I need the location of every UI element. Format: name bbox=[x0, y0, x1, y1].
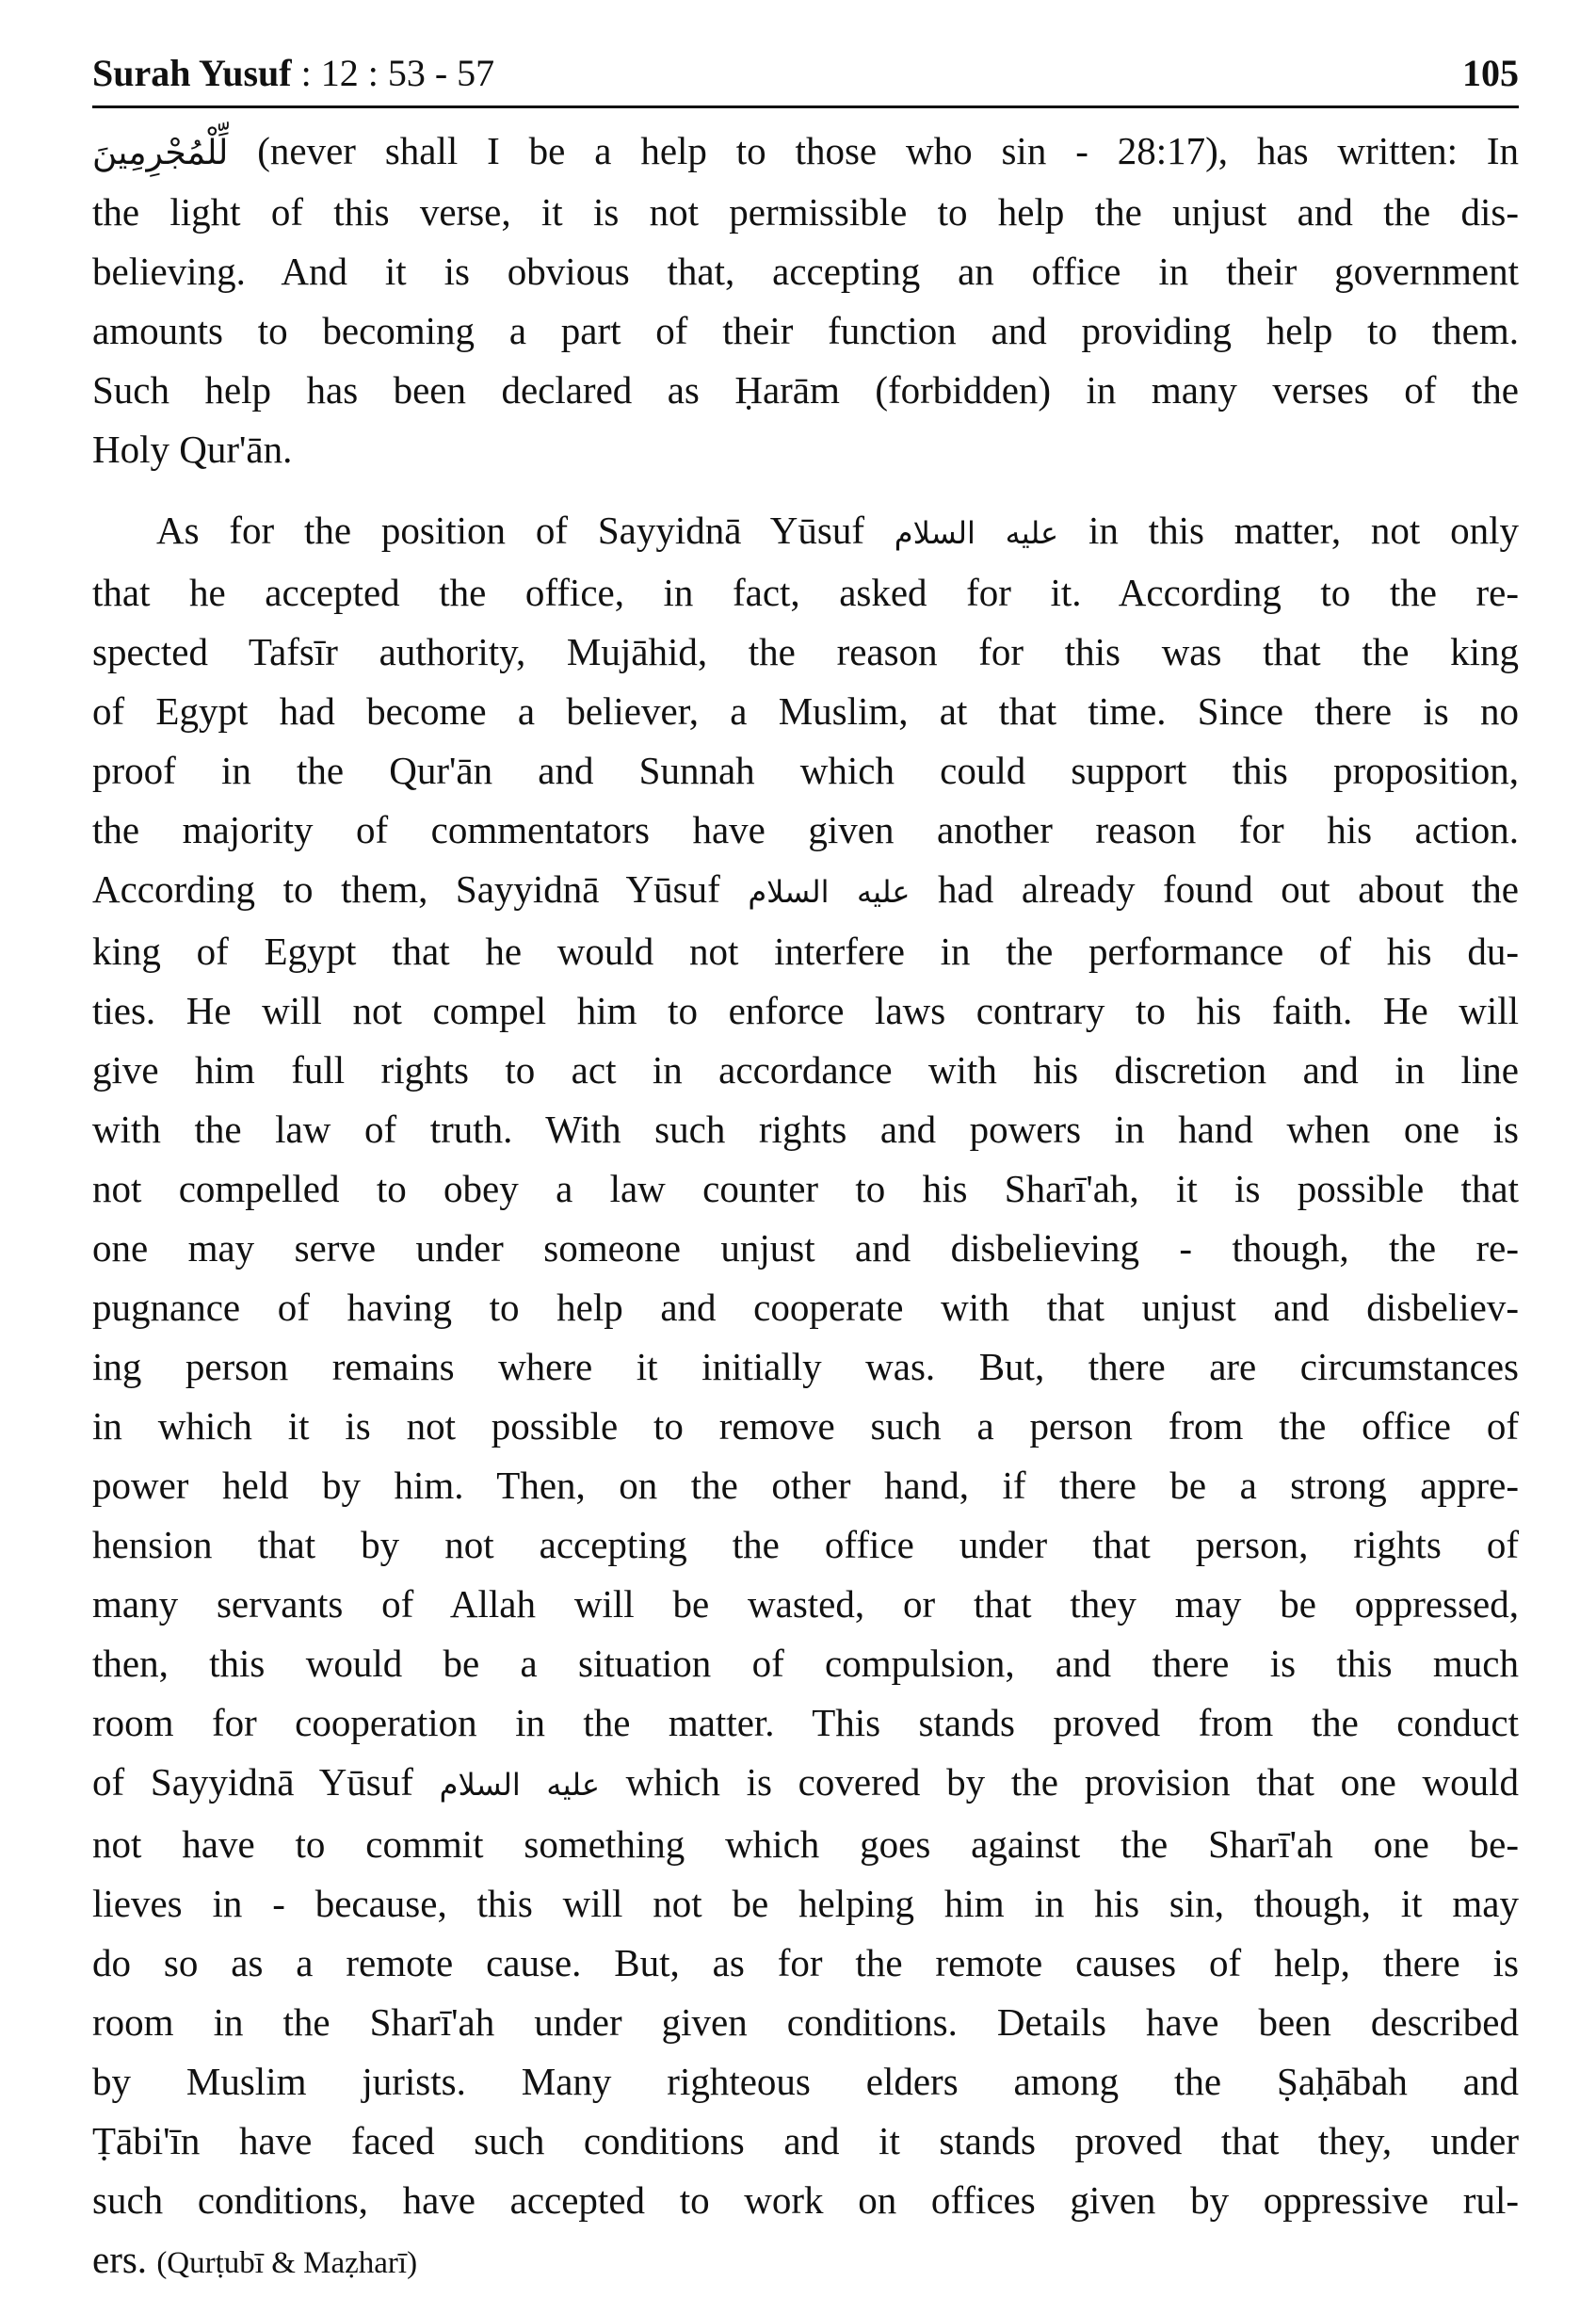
book-title: Surah Yusuf bbox=[92, 52, 292, 94]
text-line: of Sayyidnā Yūsuf عليه السلام which is covered by the provision that one would bbox=[92, 1760, 1520, 1804]
text-line: the majority of commentators have given another reason for his action. bbox=[92, 808, 1519, 851]
header-rule bbox=[92, 105, 1519, 108]
text-line: ties. He will not compel him to enforce laws contrary to his faith. He will bbox=[92, 989, 1519, 1032]
text-line: pugnance of having to help and cooperate with that unjust and disbeliev- bbox=[92, 1286, 1519, 1329]
honorific-glyph: عليه السلام bbox=[894, 515, 1059, 551]
text-line: Such help has been declared as Ḥarām (forbidden) in many verses of the bbox=[92, 368, 1519, 412]
text-line: power held by him. Then, on the other hand, if there be a strong appre- bbox=[92, 1464, 1519, 1507]
honorific-glyph: عليه السلام bbox=[748, 874, 911, 910]
text-line: by Muslim jurists. Many righteous elders among the Ṣaḥābah and bbox=[92, 2060, 1519, 2103]
header-left bbox=[92, 45, 494, 102]
text-line: believing. And it is obvious that, accepting an office in their government bbox=[92, 250, 1519, 293]
text-line: room in the Sharī'ah under given conditions. Details have been described bbox=[92, 2000, 1519, 2044]
text-line: According to them, Sayyidnā Yūsuf عليه السلام had already found out about the bbox=[92, 867, 1520, 911]
text-line: not compelled to obey a law counter to his Sharī'ah, it is possible that bbox=[92, 1167, 1519, 1210]
honorific-glyph: عليه السلام bbox=[439, 1767, 600, 1803]
text-line: one may serve under someone unjust and disbelieving - though, the re- bbox=[92, 1226, 1519, 1270]
text-line: such conditions, have accepted to work on offices given by oppressive rul- bbox=[92, 2178, 1519, 2222]
citation: (Qurṭubī & Maẓharī) bbox=[156, 2246, 418, 2280]
text-line: Ṭābi'īn have faced such conditions and it stands proved that they, under bbox=[92, 2119, 1519, 2162]
text-line: then, this would be a situation of compulsion, and there is this much bbox=[92, 1642, 1519, 1685]
text-line: the light of this verse, it is not permissible to help the unjust and the dis- bbox=[92, 190, 1519, 234]
page bbox=[92, 45, 1519, 2293]
text-line: ing person remains where it initially was. But, there are circumstances bbox=[92, 1345, 1519, 1388]
text-line: that he accepted the office, in fact, asked for it. According to the re- bbox=[92, 571, 1519, 614]
text-line: spected Tafsīr authority, Mujāhid, the reason for this was that the king bbox=[92, 630, 1519, 673]
text-line: not have to commit something which goes against the Sharī'ah one be- bbox=[92, 1822, 1519, 1866]
text-line: many servants of Allah will be wasted, or that they may be oppressed, bbox=[92, 1582, 1519, 1626]
text-line: proof in the Qur'ān and Sunnah which could support this proposition, bbox=[92, 749, 1519, 792]
arabic-fragment: لِّلْمُجْرِمِينَ bbox=[92, 134, 229, 172]
text-line: of Egypt had become a believer, a Muslim, at that time. Since there is no bbox=[92, 689, 1519, 733]
text-line: hension that by not accepting the office under that person, rights of bbox=[92, 1523, 1519, 1566]
text-line: لِّلْمُجْرِمِينَ (never shall I be a help to those who sin - 28:17), has written: In bbox=[92, 129, 1519, 172]
text-line: Holy Qur'ān. bbox=[92, 428, 293, 471]
verse-reference: : 12 : 53 - 57 bbox=[300, 52, 495, 94]
text-line: lieves in - because, this will not be helping him in his sin, though, it may bbox=[92, 1882, 1519, 1925]
text-line: give him full rights to act in accordance with his discretion and in line bbox=[92, 1048, 1519, 1092]
text-line: in which it is not possible to remove such a person from the office of bbox=[92, 1404, 1519, 1448]
text-line: room for cooperation in the matter. This stands proved from the conduct bbox=[92, 1701, 1519, 1744]
text-line: As for the position of Sayyidnā Yūsuf عليه السلام in this matter, not only bbox=[156, 509, 1519, 552]
body-text bbox=[92, 121, 1519, 2293]
text-line: king of Egypt that he would not interfere in the performance of his du- bbox=[92, 930, 1519, 973]
paragraph-2 bbox=[92, 501, 1519, 2293]
running-header bbox=[92, 45, 1519, 102]
text-line: do so as a remote cause. But, as for the remote causes of help, there is bbox=[92, 1941, 1519, 1984]
text-line: with the law of truth. With such rights and powers in hand when one is bbox=[92, 1108, 1519, 1151]
text-line: amounts to becoming a part of their function and providing help to them. bbox=[92, 309, 1519, 352]
page-number: 105 bbox=[1462, 52, 1519, 94]
text-line: ers. (Qurṭubī & Maẓharī) bbox=[92, 2238, 418, 2281]
paragraph-1 bbox=[92, 121, 1519, 479]
